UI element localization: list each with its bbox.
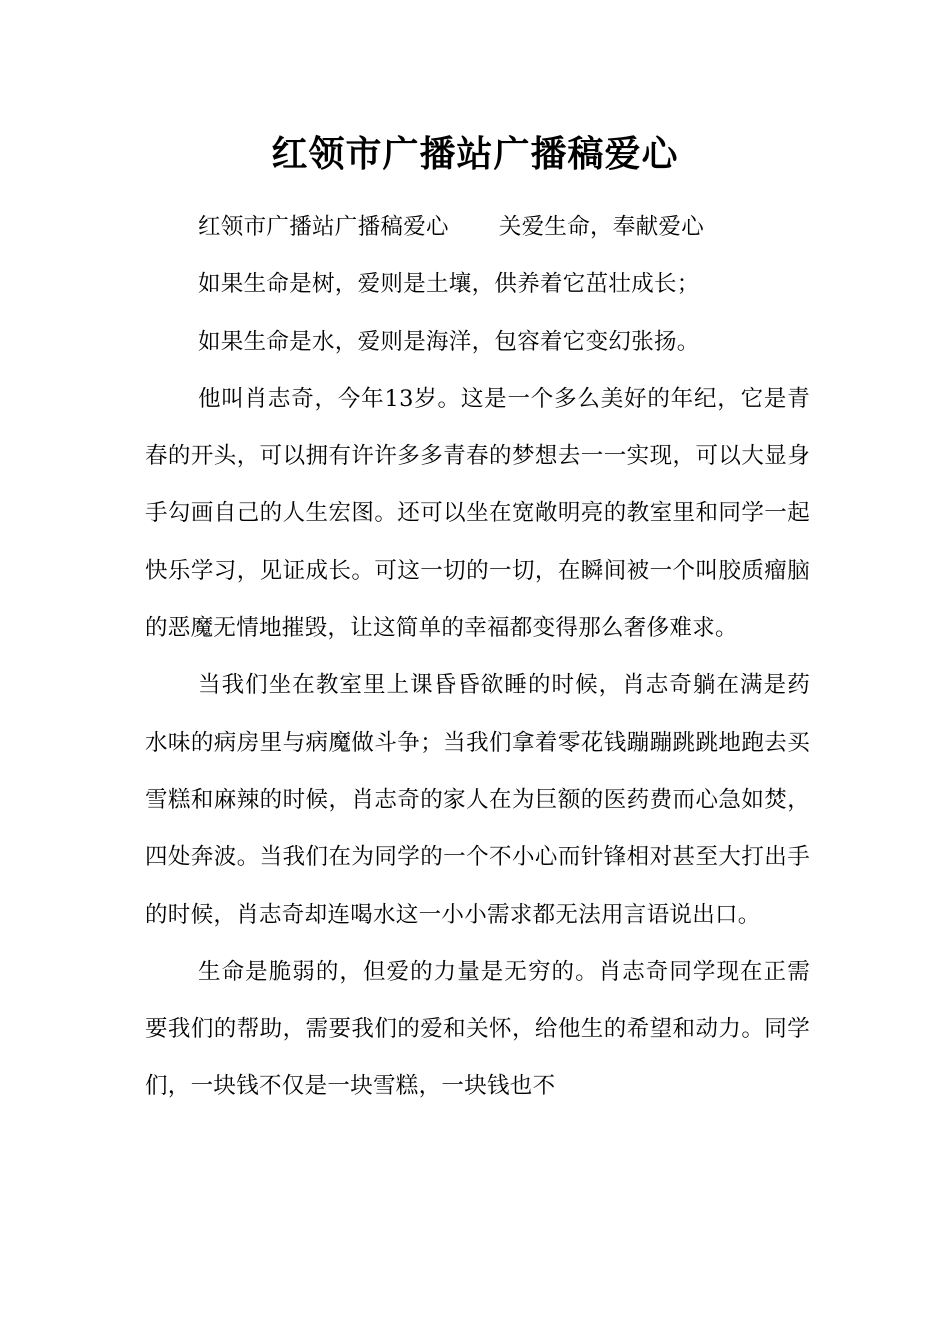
subtitle-line: [145, 199, 810, 256]
subtitle-left: 红领市广播站广播稿爱心: [198, 214, 449, 240]
paragraph: 当我们坐在教室里上课昏昏欲睡的时候，肖志奇躺在满是药水味的病房里与病魔做斗争；当我们拿着零花钱蹦蹦跳跳地跑去买雪糕和麻辣的时候，肖志奇的家人在为巨额的医药费而心急如焚，四处奔波。当我们在为同学的一个不小心而针锋相对甚至大打出手的时候，肖志奇却连喝水这一小小需求都无法用言语说出口。: [145, 672, 810, 928]
paragraph: 生命是脆弱的，但爱的力量是无穷的。肖志奇同学现在正需要我们的帮助，需要我们的爱和关怀，给他生的希望和动力。同学们，一块钱不仅是一块雪糕，一块钱也不: [145, 958, 810, 1100]
subtitle-right: 关爱生命，奉献爱心: [498, 214, 705, 240]
paragraph: 如果生命是树，爱则是土壤，供养着它茁壮成长；: [198, 271, 700, 298]
paragraph: 如果生命是水，爱则是海洋，包容着它变幻张扬。: [198, 328, 700, 355]
document-title: 红领市广播站广播稿爱心: [271, 133, 679, 175]
document-body: [145, 199, 810, 1116]
paragraph: 他叫肖志奇，今年13岁。这是一个多么美好的年纪，它是青春的开头，可以拥有许许多多青春的梦想去一一实现，可以大显身手勾画自己的人生宏图。还可以坐在宽敞明亮的教室里和同学一起快乐学习，见证成长。可这一切的一切，在瞬间被一个叫胶质瘤脑的恶魔无情地摧毁，让这简单的幸福都变得那么奢侈难求。: [145, 385, 810, 642]
